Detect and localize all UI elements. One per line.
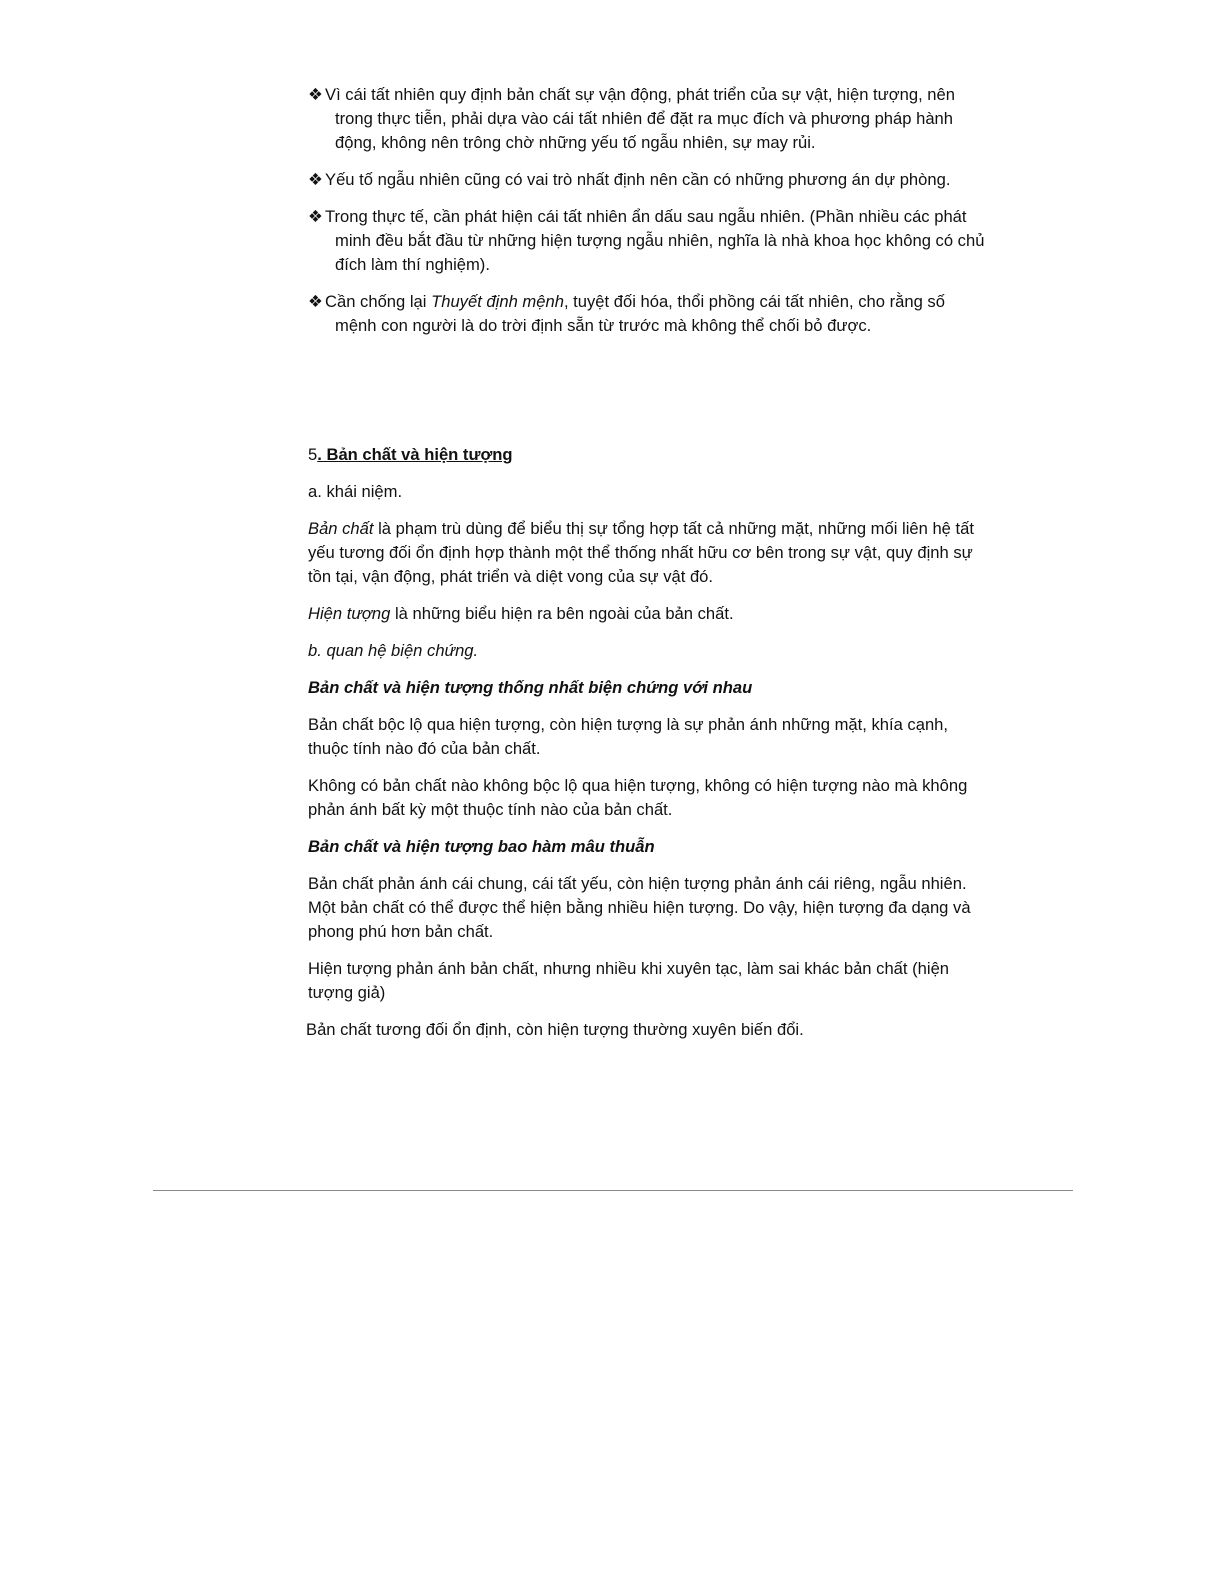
bullet-item (308, 168, 988, 192)
definition-phenomenon-text: là những biểu hiện ra bên ngoài của bản chất. (390, 604, 734, 623)
term-phenomenon: Hiện tượng (308, 604, 391, 623)
subheading-dialectical: b. quan hệ biện chứng. (308, 641, 479, 660)
definition-essence (308, 517, 988, 589)
diamond-bullet-icon: ❖ (308, 85, 323, 104)
section-title: . Bản chất và hiện tượng (317, 445, 513, 464)
diamond-bullet-icon: ❖ (308, 207, 323, 226)
unity-paragraph: Không có bản chất nào không bộc lộ qua hiện tượng, không có hiện tượng nào mà không phản ánh bất kỳ một thuộc tính nào của bản chất. (308, 776, 968, 819)
bullet-item (308, 290, 988, 338)
contradiction-paragraph: Hiện tượng phản ánh bản chất, nhưng nhiều khi xuyên tạc, làm sai khác bản chất (hiện tượng giả) (308, 959, 950, 1002)
bullet-text: Vì cái tất nhiên quy định bản chất sự vận động, phát triển của sự vật, hiện tượng, nên trong thực tiễn, phải dựa vào cái tất nhiên để đặt ra mục đích và phương pháp hành động, không nên trông chờ những yếu tố ngẫu nhiên, sự may rủi. (325, 85, 955, 152)
contradiction-paragraph: Bản chất phản ánh cái chung, cái tất yếu, còn hiện tượng phản ánh cái riêng, ngẫu nhiên. Một bản chất có thể được thể hiện bằng nhiều hiện tượng. Do vậy, hiện tượng đa dạng và phong phú hơn bản chất. (308, 874, 971, 941)
bullet-item (308, 205, 988, 277)
contradiction-paragraph: Bản chất tương đối ổn định, còn hiện tượng thường xuyên biến đổi. (306, 1020, 804, 1039)
section-essence-phenomenon (308, 443, 988, 1055)
contradiction-heading: Bản chất và hiện tượng bao hàm mâu thuẫn (308, 837, 655, 856)
unity-heading: Bản chất và hiện tượng thống nhất biện chứng với nhau (308, 678, 753, 697)
section-heading (308, 443, 988, 467)
bullet-text-before: Cần chống lại (325, 292, 432, 311)
term-essence: Bản chất (308, 519, 374, 538)
unity-paragraph: Bản chất bộc lộ qua hiện tượng, còn hiện tượng là sự phản ánh những mặt, khía cạnh, thuộc tính nào đó của bản chất. (308, 715, 949, 758)
bullet-text-after: , tuyệt đối hóa, thổi phồng cái tất nhiên, cho rằng số mệnh con người là do trời định sẵn từ trước mà không thể chối bỏ được. (335, 292, 945, 335)
diamond-bullet-icon: ❖ (308, 170, 323, 189)
bullet-italic-term: Thuyết định mệnh (431, 292, 564, 311)
bullet-text: Trong thực tế, cần phát hiện cái tất nhiên ẩn dấu sau ngẫu nhiên. (Phần nhiều các phát minh đều bắt đầu từ những hiện tượng ngẫu nhiên, nghĩa là nhà khoa học không có chủ đích làm thí nghiệm). (325, 207, 985, 274)
bullet-item (308, 83, 988, 155)
section-number: 5 (308, 445, 318, 464)
page-divider (153, 1190, 1073, 1191)
subheading-concept: a. khái niệm. (308, 482, 403, 501)
definition-phenomenon (308, 602, 988, 626)
diamond-bullet-icon: ❖ (308, 292, 323, 311)
definition-essence-text: là phạm trù dùng để biểu thị sự tổng hợp tất cả những mặt, những mối liên hệ tất yếu tương đối ổn định hợp thành một thể thống nhất hữu cơ bên trong sự vật, quy định sự tồn tại, vận động, phát triển và diệt vong của sự vật đó. (308, 519, 974, 586)
bullet-text: Yếu tố ngẫu nhiên cũng có vai trò nhất định nên cần có những phương án dự phòng. (325, 170, 951, 189)
consequence-bullets (308, 83, 988, 351)
